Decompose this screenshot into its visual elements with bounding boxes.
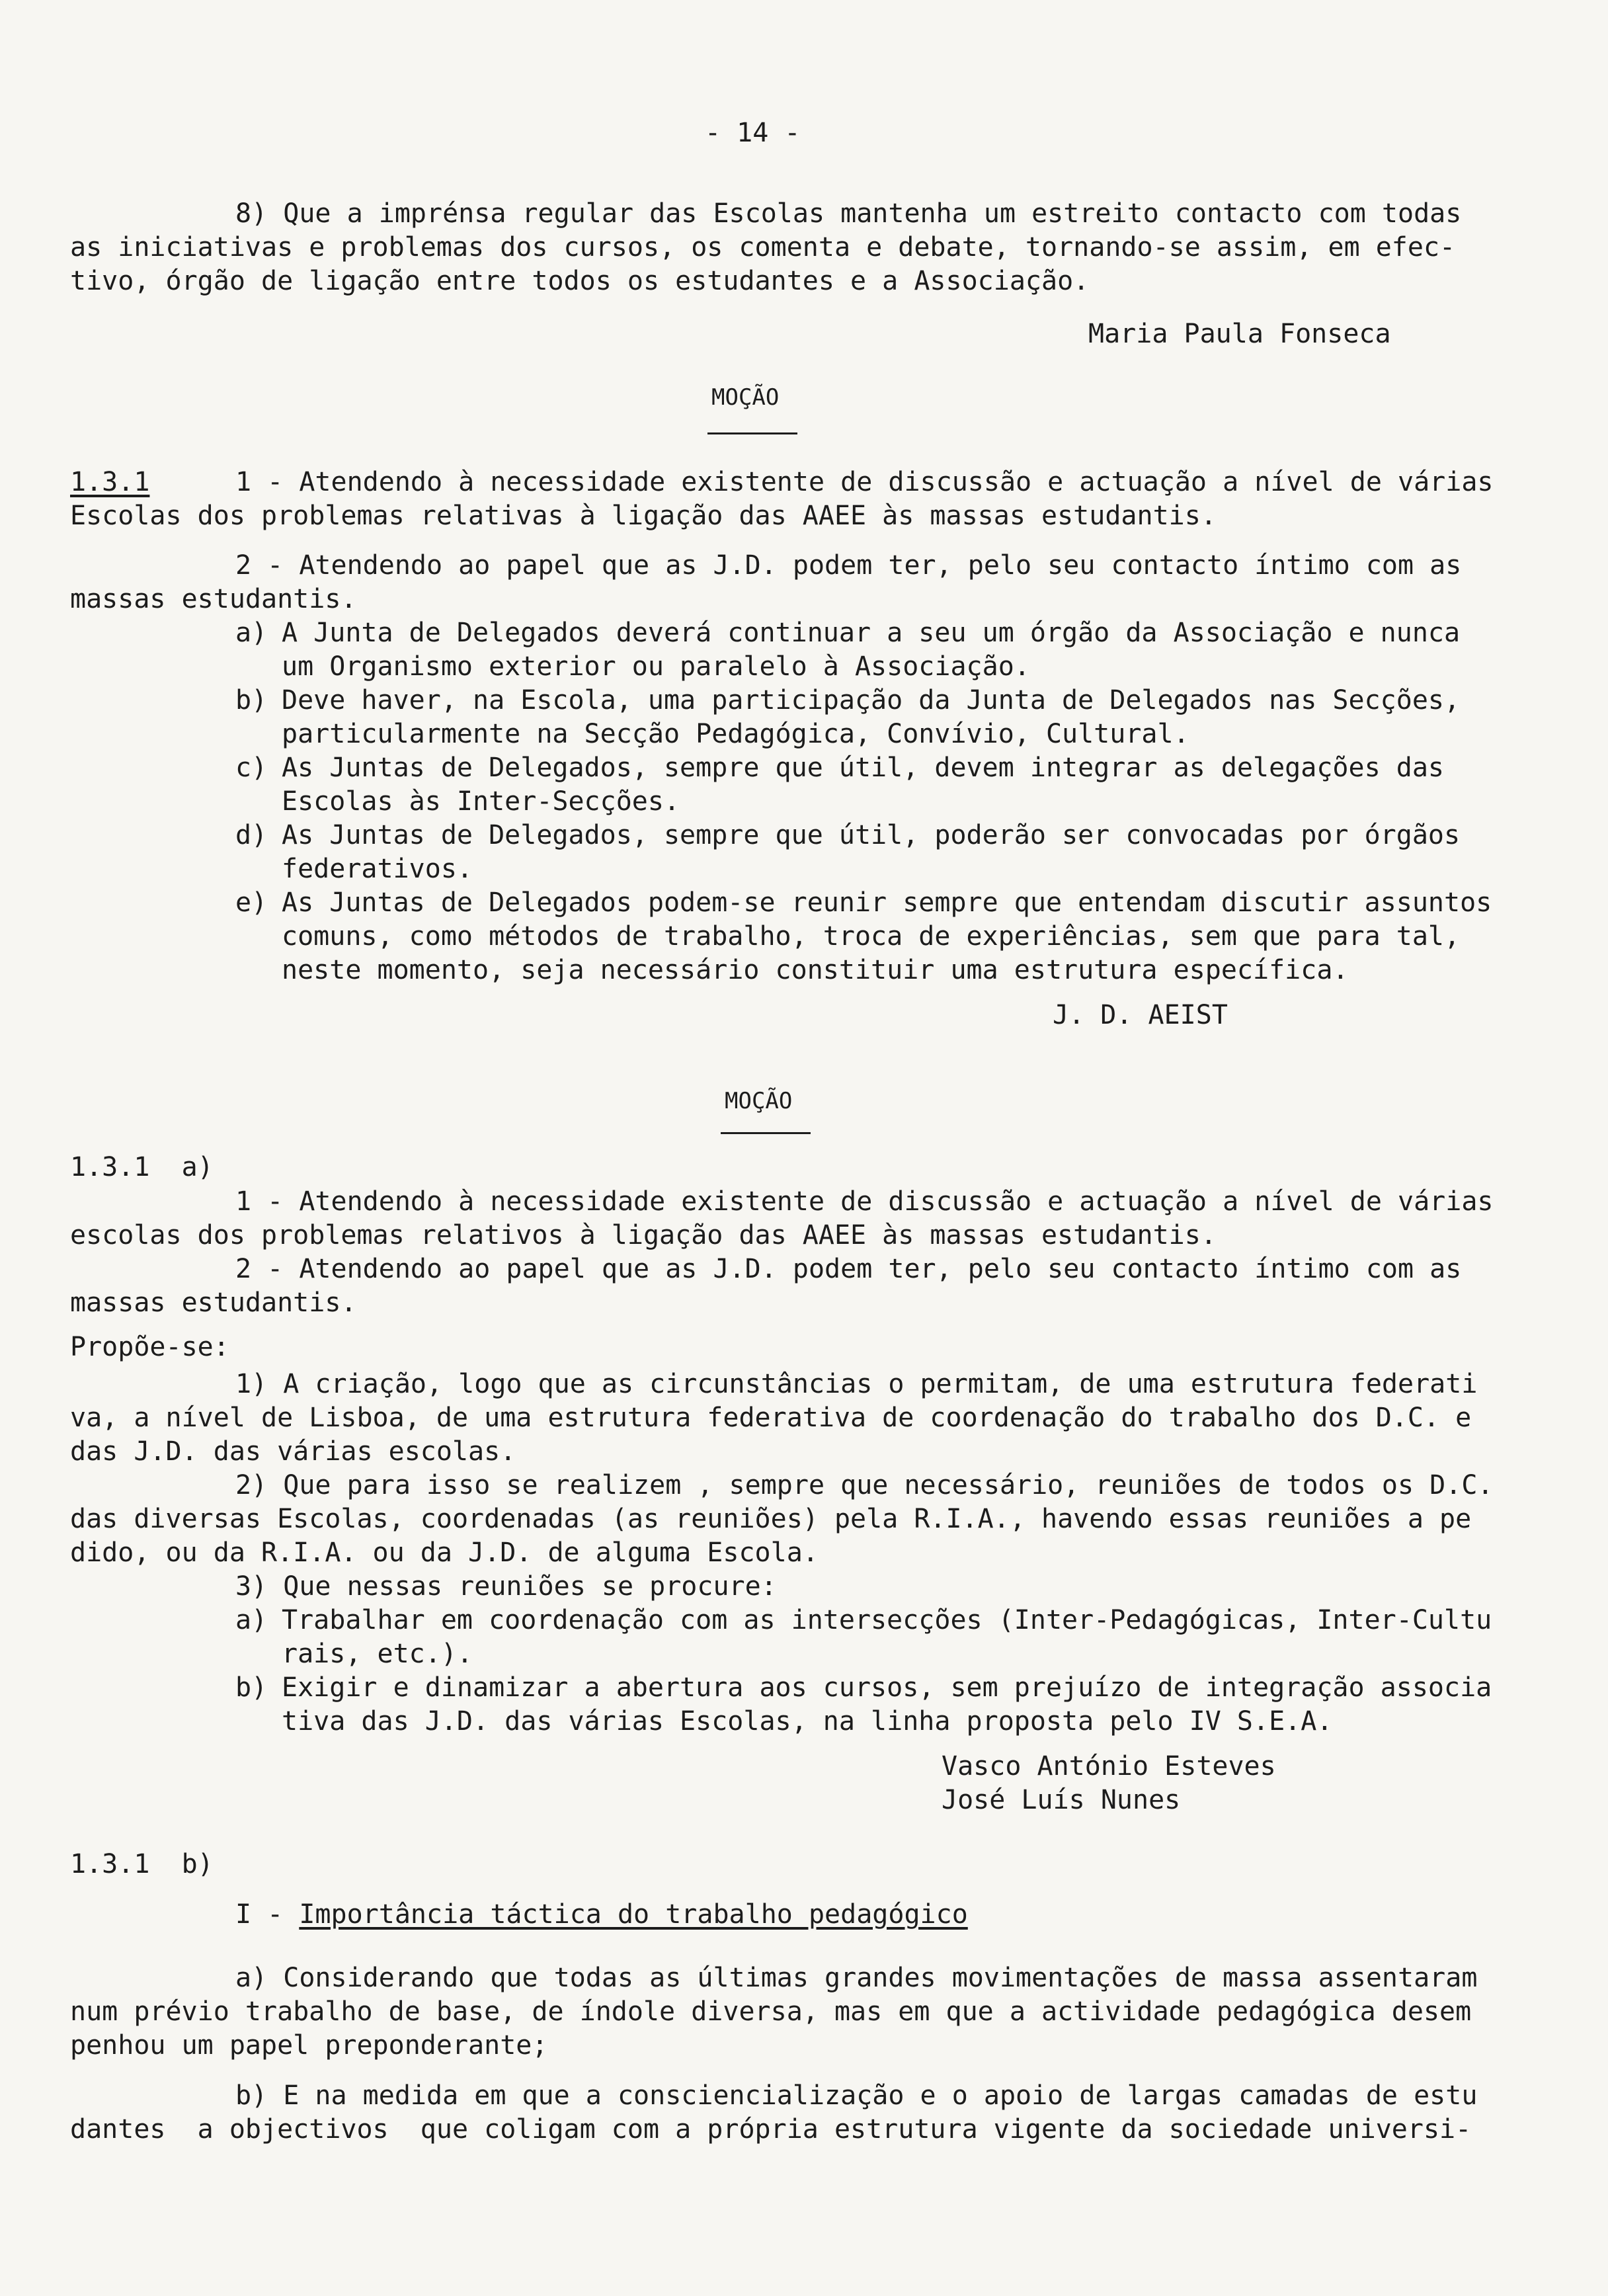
propoe-se-label: Propõe-se: <box>70 1332 229 1362</box>
section-b-heading-text: Importância táctica do trabalho pedagógico <box>299 1899 968 1930</box>
mocao-1-item-c-line-1: As Juntas de Delegados, sempre que útil, devem integrar as delegações das <box>282 753 1444 783</box>
signature-esteves: Vasco António Esteves <box>942 1751 1276 1782</box>
page-number: - 14 - <box>705 118 801 148</box>
mocao-2-item-a-line-2: rais, etc.). <box>282 1639 473 1669</box>
section-b-heading <box>235 1898 968 1932</box>
proposal-2-line-2: das diversas Escolas, coordenadas (as reuniões) pela R.I.A., havendo essas reuniões a pe <box>70 1504 1472 1534</box>
mocao-1-p2-line-2: massas estudantis. <box>70 584 357 614</box>
mocao-2-item-b-line-1: Exigir e dinamizar a abertura aos cursos, sem prejuízo de integração associa <box>282 1672 1492 1703</box>
mocao-2-ref: 1.3.1 a) <box>70 1152 214 1182</box>
mocao-2-item-b-line-2: tiva das J.D. das várias Escolas, na linha proposta pelo IV S.E.A. <box>282 1706 1333 1737</box>
mocao-1-item-a-line-2: um Organismo exterior ou paralelo à Associação. <box>282 651 1030 682</box>
section-b-pb-line-2: dantes a objectivos que coligam com a própria estrutura vigente da sociedade universi- <box>70 2114 1472 2145</box>
mocao-2-item-a-label: a) <box>235 1605 268 1635</box>
proposal-2-line-1: 2) Que para isso se realizem , sempre que necessário, reuniões de todos os D.C. <box>235 1470 1494 1500</box>
mocao-1-ref: 1.3.1 <box>70 467 150 497</box>
section-b-pa-line-1: a) Considerando que todas as últimas grandes movimentações de massa assentaram <box>235 1963 1478 1993</box>
proposal-2-line-3: dido, ou da R.I.A. ou da J.D. de alguma Escola. <box>70 1538 819 1568</box>
mocao-2-p1-line-2: escolas dos problemas relativos à ligação das AAEE às massas estudantis. <box>70 1220 1217 1250</box>
proposal-1-line-1: 1) A criação, logo que as circunstâncias o permitam, de uma estrutura federati <box>235 1369 1478 1399</box>
section-b-heading-number: I - <box>235 1899 300 1930</box>
section-8-line-1: 8) Que a imprénsa regular das Escolas mantenha um estreito contacto com todas <box>235 198 1462 229</box>
proposal-3-line: 3) Que nessas reuniões se procure: <box>235 1571 777 1602</box>
mocao-1-item-a-label: a) <box>235 618 268 648</box>
section-8-line-2: as iniciativas e problemas dos cursos, os comenta e debate, tornando-se assim, em efec- <box>70 232 1456 263</box>
proposal-1-line-3: das J.D. das várias escolas. <box>70 1436 516 1467</box>
section-b-pa-line-2: num prévio trabalho de base, de índole diversa, mas em que a actividade pedagógica desem <box>70 1996 1472 2027</box>
mocao-1-item-d-line-2: federativos. <box>282 854 473 884</box>
mocao-1-item-e-label: e) <box>235 887 268 918</box>
mocao-1-item-a-line-1: A Junta de Delegados deverá continuar a seu um órgão da Associação e nunca <box>282 618 1461 648</box>
mocao-1-item-c-label: c) <box>235 753 268 783</box>
mocao-1-item-d-label: d) <box>235 820 268 850</box>
section-8-line-3: tivo, órgão de ligação entre todos os estudantes e a Associação. <box>70 266 1090 296</box>
mocao-1-item-e-line-1: As Juntas de Delegados podem-se reunir sempre que entendam discutir assuntos <box>282 887 1492 918</box>
mocao-2-p2-line-1: 2 - Atendendo ao papel que as J.D. podem ter, pelo seu contacto íntimo com as <box>235 1254 1462 1284</box>
signature-fonseca: Maria Paula Fonseca <box>1088 319 1391 349</box>
mocao-1-p1-line-2: Escolas dos problemas relativas à ligação das AAEE às massas estudantis. <box>70 501 1217 531</box>
mocao-1-title-rule <box>707 432 797 434</box>
mocao-1-item-c-line-2: Escolas às Inter-Secções. <box>282 786 680 817</box>
mocao-1-item-e-line-2: comuns, como métodos de trabalho, troca de experiências, sem que para tal, <box>282 921 1461 952</box>
mocao-2-p1-line-1: 1 - Atendendo à necessidade existente de discussão e actuação a nível de várias <box>235 1186 1494 1217</box>
section-b-ref: 1.3.1 b) <box>70 1849 214 1879</box>
mocao-1-p1-line-1: 1 - Atendendo à necessidade existente de discussão e actuação a nível de várias <box>235 467 1494 497</box>
mocao-2-title: MOÇÃO <box>725 1088 793 1114</box>
mocao-1-title: MOÇÃO <box>711 384 780 411</box>
mocao-1-item-b-line-1: Deve haver, na Escola, uma participação da Junta de Delegados nas Secções, <box>282 685 1461 716</box>
mocao-1-p2-line-1: 2 - Atendendo ao papel que as J.D. podem ter, pelo seu contacto íntimo com as <box>235 550 1462 581</box>
mocao-1-item-d-line-1: As Juntas de Delegados, sempre que útil, poderão ser convocadas por órgãos <box>282 820 1461 850</box>
mocao-2-p2-line-2: massas estudantis. <box>70 1288 357 1318</box>
mocao-2-title-rule <box>721 1132 811 1134</box>
mocao-1-item-b-label: b) <box>235 685 268 716</box>
mocao-2-item-a-line-1: Trabalhar em coordenação com as intersecções (Inter-Pedagógicas, Inter-Cultu <box>282 1605 1492 1635</box>
mocao-1-item-b-line-2: particularmente na Secção Pedagógica, Convívio, Cultural. <box>282 719 1189 749</box>
mocao-2-item-b-label: b) <box>235 1672 268 1703</box>
section-b-pb-line-1: b) E na medida em que a consciencialização e o apoio de largas camadas de estu <box>235 2080 1478 2111</box>
signature-nunes: José Luís Nunes <box>942 1785 1181 1815</box>
proposal-1-line-2: va, a nível de Lisboa, de uma estrutura federativa de coordenação do trabalho dos D.C. e <box>70 1403 1472 1433</box>
signature-jd-aeist: J. D. AEIST <box>1053 1000 1228 1030</box>
mocao-1-item-e-line-3: neste momento, seja necessário constituir uma estrutura específica. <box>282 955 1349 985</box>
section-b-pa-line-3: penhou um papel preponderante; <box>70 2030 548 2061</box>
